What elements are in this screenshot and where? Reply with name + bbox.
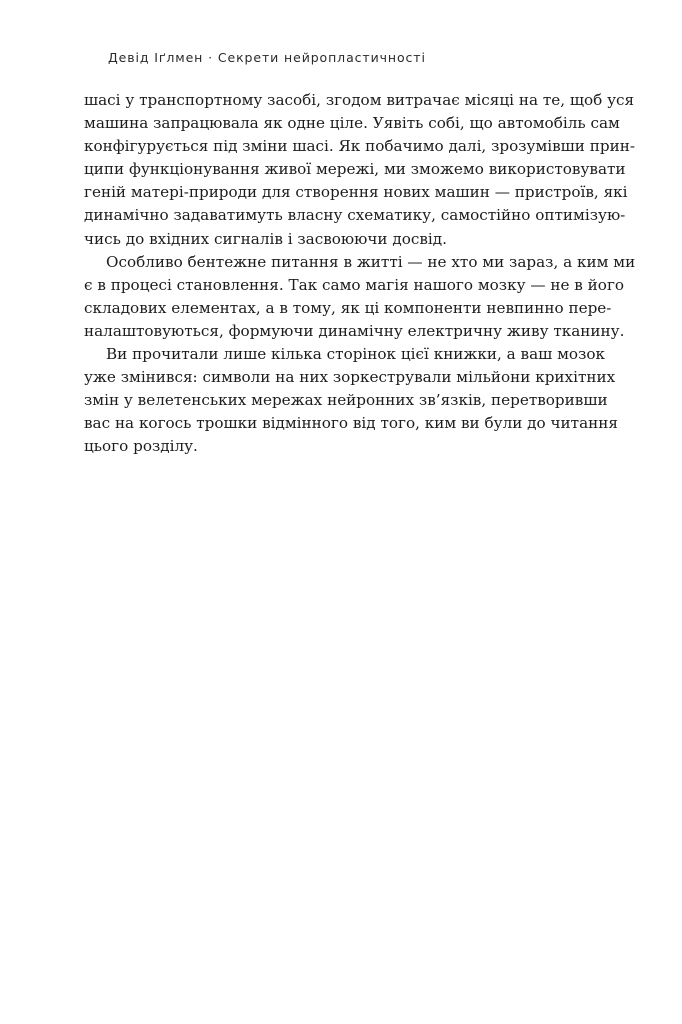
paragraph-3 — [84, 343, 618, 458]
text-line: чись до вхідних сигналів і засвоюючи досвід. — [84, 229, 447, 248]
text-line: вас на когось трошки відмінного від того, ким ви були до читання — [84, 414, 618, 433]
text-line: геній матері-природи для створення нових машин — пристроїв, які — [84, 183, 628, 202]
paragraph-1 — [84, 89, 635, 251]
text-line: Ви прочитали лише кілька сторінок цієї книжки, а ваш мозок — [106, 345, 605, 364]
paragraph-2 — [84, 251, 636, 343]
text-line: шасі у транспортному засобі, згодом витрачає місяці на те, щоб уся — [84, 91, 635, 109]
text-line: Особливо бентежне питання в житті — не хто ми зараз, а ким ми — [106, 252, 636, 271]
text-line: машина запрацювала як одне ціле. Уявіть собі, що автомобіль сам — [84, 114, 620, 133]
body-text — [84, 89, 636, 459]
running-head: Девід Іґлмен · Секрети нейропластичності — [108, 50, 426, 65]
text-line: уже змінився: символи на них зоркестрували мільйони крихітних — [84, 368, 616, 387]
text-line: є в процесі становлення. Так само магія нашого мозку — не в його — [84, 275, 625, 294]
text-line: цього розділу. — [84, 437, 198, 456]
text-line: ципи функціонування живої мережі, ми зможемо використовувати — [84, 160, 626, 179]
text-line: складових елементах, а в тому, як ці компоненти невпинно пере- — [84, 298, 612, 317]
text-line: налаштовуються, формуючи динамічну електричну живу тканину. — [84, 321, 625, 340]
text-line: динамічно задаватимуть власну схематику, самостійно оптимізую- — [84, 206, 626, 225]
text-line: конфігурується під зміни шасі. Як побачимо далі, зрозумівши прин- — [84, 137, 635, 156]
text-line: змін у велетенських мережах нейронних зв’язків, перетворивши — [84, 391, 608, 410]
